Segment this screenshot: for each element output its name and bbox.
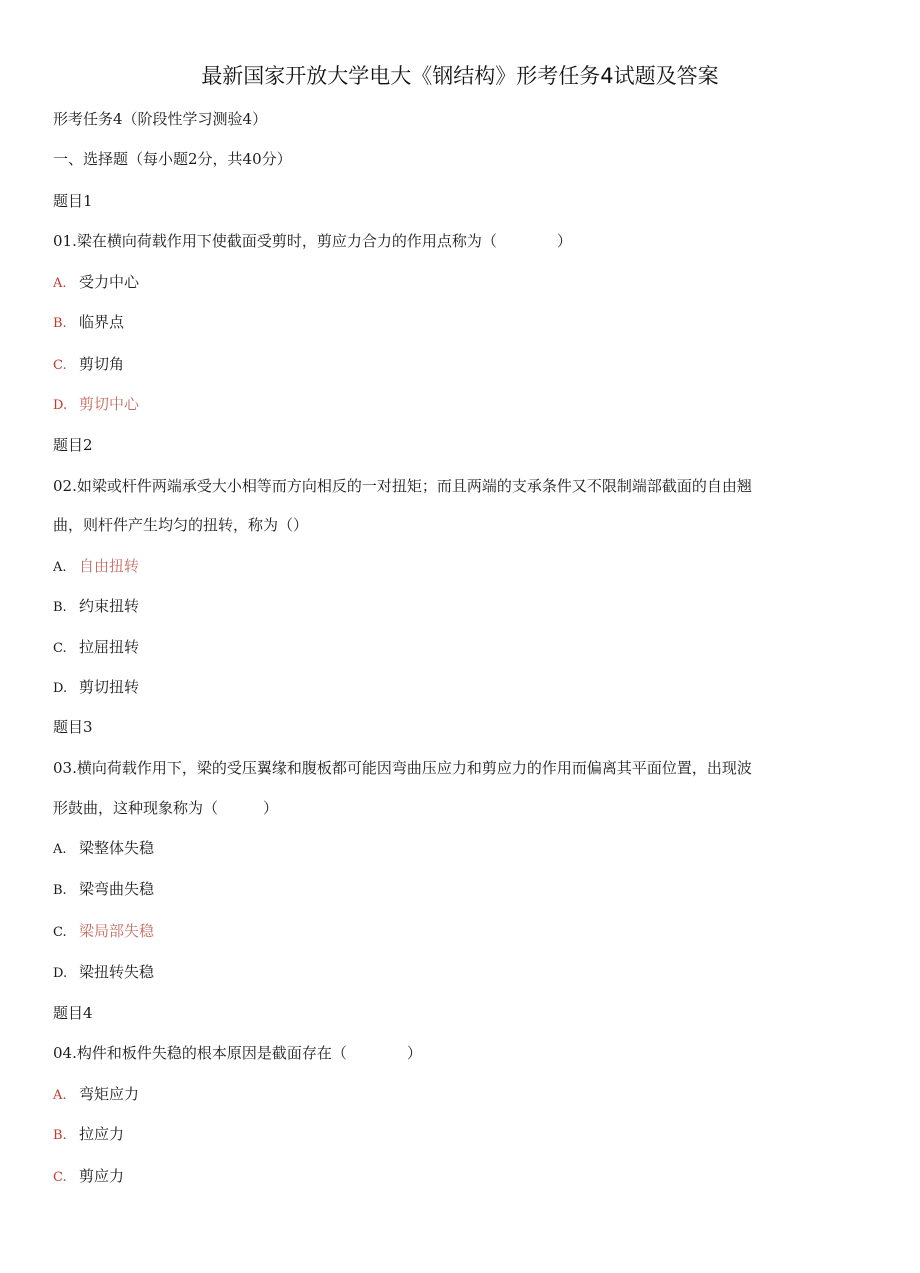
option-letter: B. [53, 883, 67, 898]
question-2-text-line-2: 曲，则杆件产生均匀的扭转，称为（） [53, 516, 309, 534]
question-2-option-a [53, 556, 139, 578]
question-3-option-b [53, 879, 154, 901]
option-text-answer: 剪切中心 [79, 395, 140, 413]
question-4-option-b [53, 1124, 124, 1146]
option-letter: B. [53, 600, 67, 615]
question-3-option-d [53, 962, 154, 984]
question-4-text: 04.构件和板件失稳的根本原因是截面存在（ ） [53, 1044, 422, 1062]
question-1-option-b [53, 312, 124, 334]
question-2-option-c [53, 637, 139, 659]
question-2-option-d [53, 677, 139, 699]
question-3-option-c [53, 921, 154, 943]
question-2-heading: 题目2 [53, 436, 93, 454]
option-letter: D. [53, 398, 68, 413]
question-3-option-a [53, 838, 154, 860]
option-letter: B. [53, 316, 67, 331]
option-text: 受力中心 [79, 273, 140, 291]
question-4-option-a [53, 1084, 139, 1106]
option-text: 临界点 [79, 313, 125, 331]
option-text: 梁弯曲失稳 [79, 880, 155, 898]
question-3-text-line-2: 形鼓曲，这种现象称为（ ） [53, 799, 279, 817]
option-letter: A. [53, 842, 67, 857]
document-title: 最新国家开放大学电大《钢结构》形考任务4试题及答案 [201, 64, 719, 88]
question-1-option-c [53, 354, 124, 376]
option-text: 梁扭转失稳 [79, 963, 155, 981]
question-4-heading: 题目4 [53, 1004, 93, 1022]
option-letter: D. [53, 681, 68, 696]
option-letter: A. [53, 276, 67, 291]
section-heading: 一、选择题（每小题2分，共40分） [53, 150, 292, 168]
option-text: 拉屈扭转 [79, 638, 140, 656]
question-1-option-a [53, 272, 139, 294]
option-letter: D. [53, 966, 68, 981]
question-4-option-c [53, 1166, 124, 1188]
option-letter: B. [53, 1128, 67, 1143]
option-text: 剪切扭转 [79, 678, 140, 696]
option-letter: A. [53, 560, 67, 575]
option-text: 弯矩应力 [79, 1085, 140, 1103]
question-1-option-d [53, 394, 139, 416]
option-text: 拉应力 [79, 1125, 125, 1143]
option-letter: C. [53, 925, 67, 940]
question-3-heading: 题目3 [53, 718, 93, 736]
option-text-answer: 梁局部失稳 [79, 922, 155, 940]
option-text-answer: 自由扭转 [79, 557, 140, 575]
option-letter: C. [53, 641, 67, 656]
question-2-text-line-1: 02.如梁或杆件两端承受大小相等而方向相反的一对扭矩；而且两端的支承条件又不限制端部截面的自由翘 [53, 477, 752, 495]
option-text: 梁整体失稳 [79, 839, 155, 857]
question-1-text: 01.梁在横向荷载作用下使截面受剪时，剪应力合力的作用点称为（ ） [53, 232, 572, 250]
subtitle: 形考任务4（阶段性学习测验4） [53, 110, 268, 128]
option-text: 剪应力 [79, 1167, 125, 1185]
question-3-text-line-1: 03.横向荷载作用下，梁的受压翼缘和腹板都可能因弯曲压应力和剪应力的作用而偏离其平面位置，出现波 [53, 759, 752, 777]
option-letter: C. [53, 1170, 67, 1185]
question-1-heading: 题目1 [53, 192, 93, 210]
question-2-option-b [53, 596, 139, 618]
option-letter: C. [53, 358, 67, 373]
option-text: 剪切角 [79, 355, 125, 373]
option-text: 约束扭转 [79, 597, 140, 615]
option-letter: A. [53, 1088, 67, 1103]
